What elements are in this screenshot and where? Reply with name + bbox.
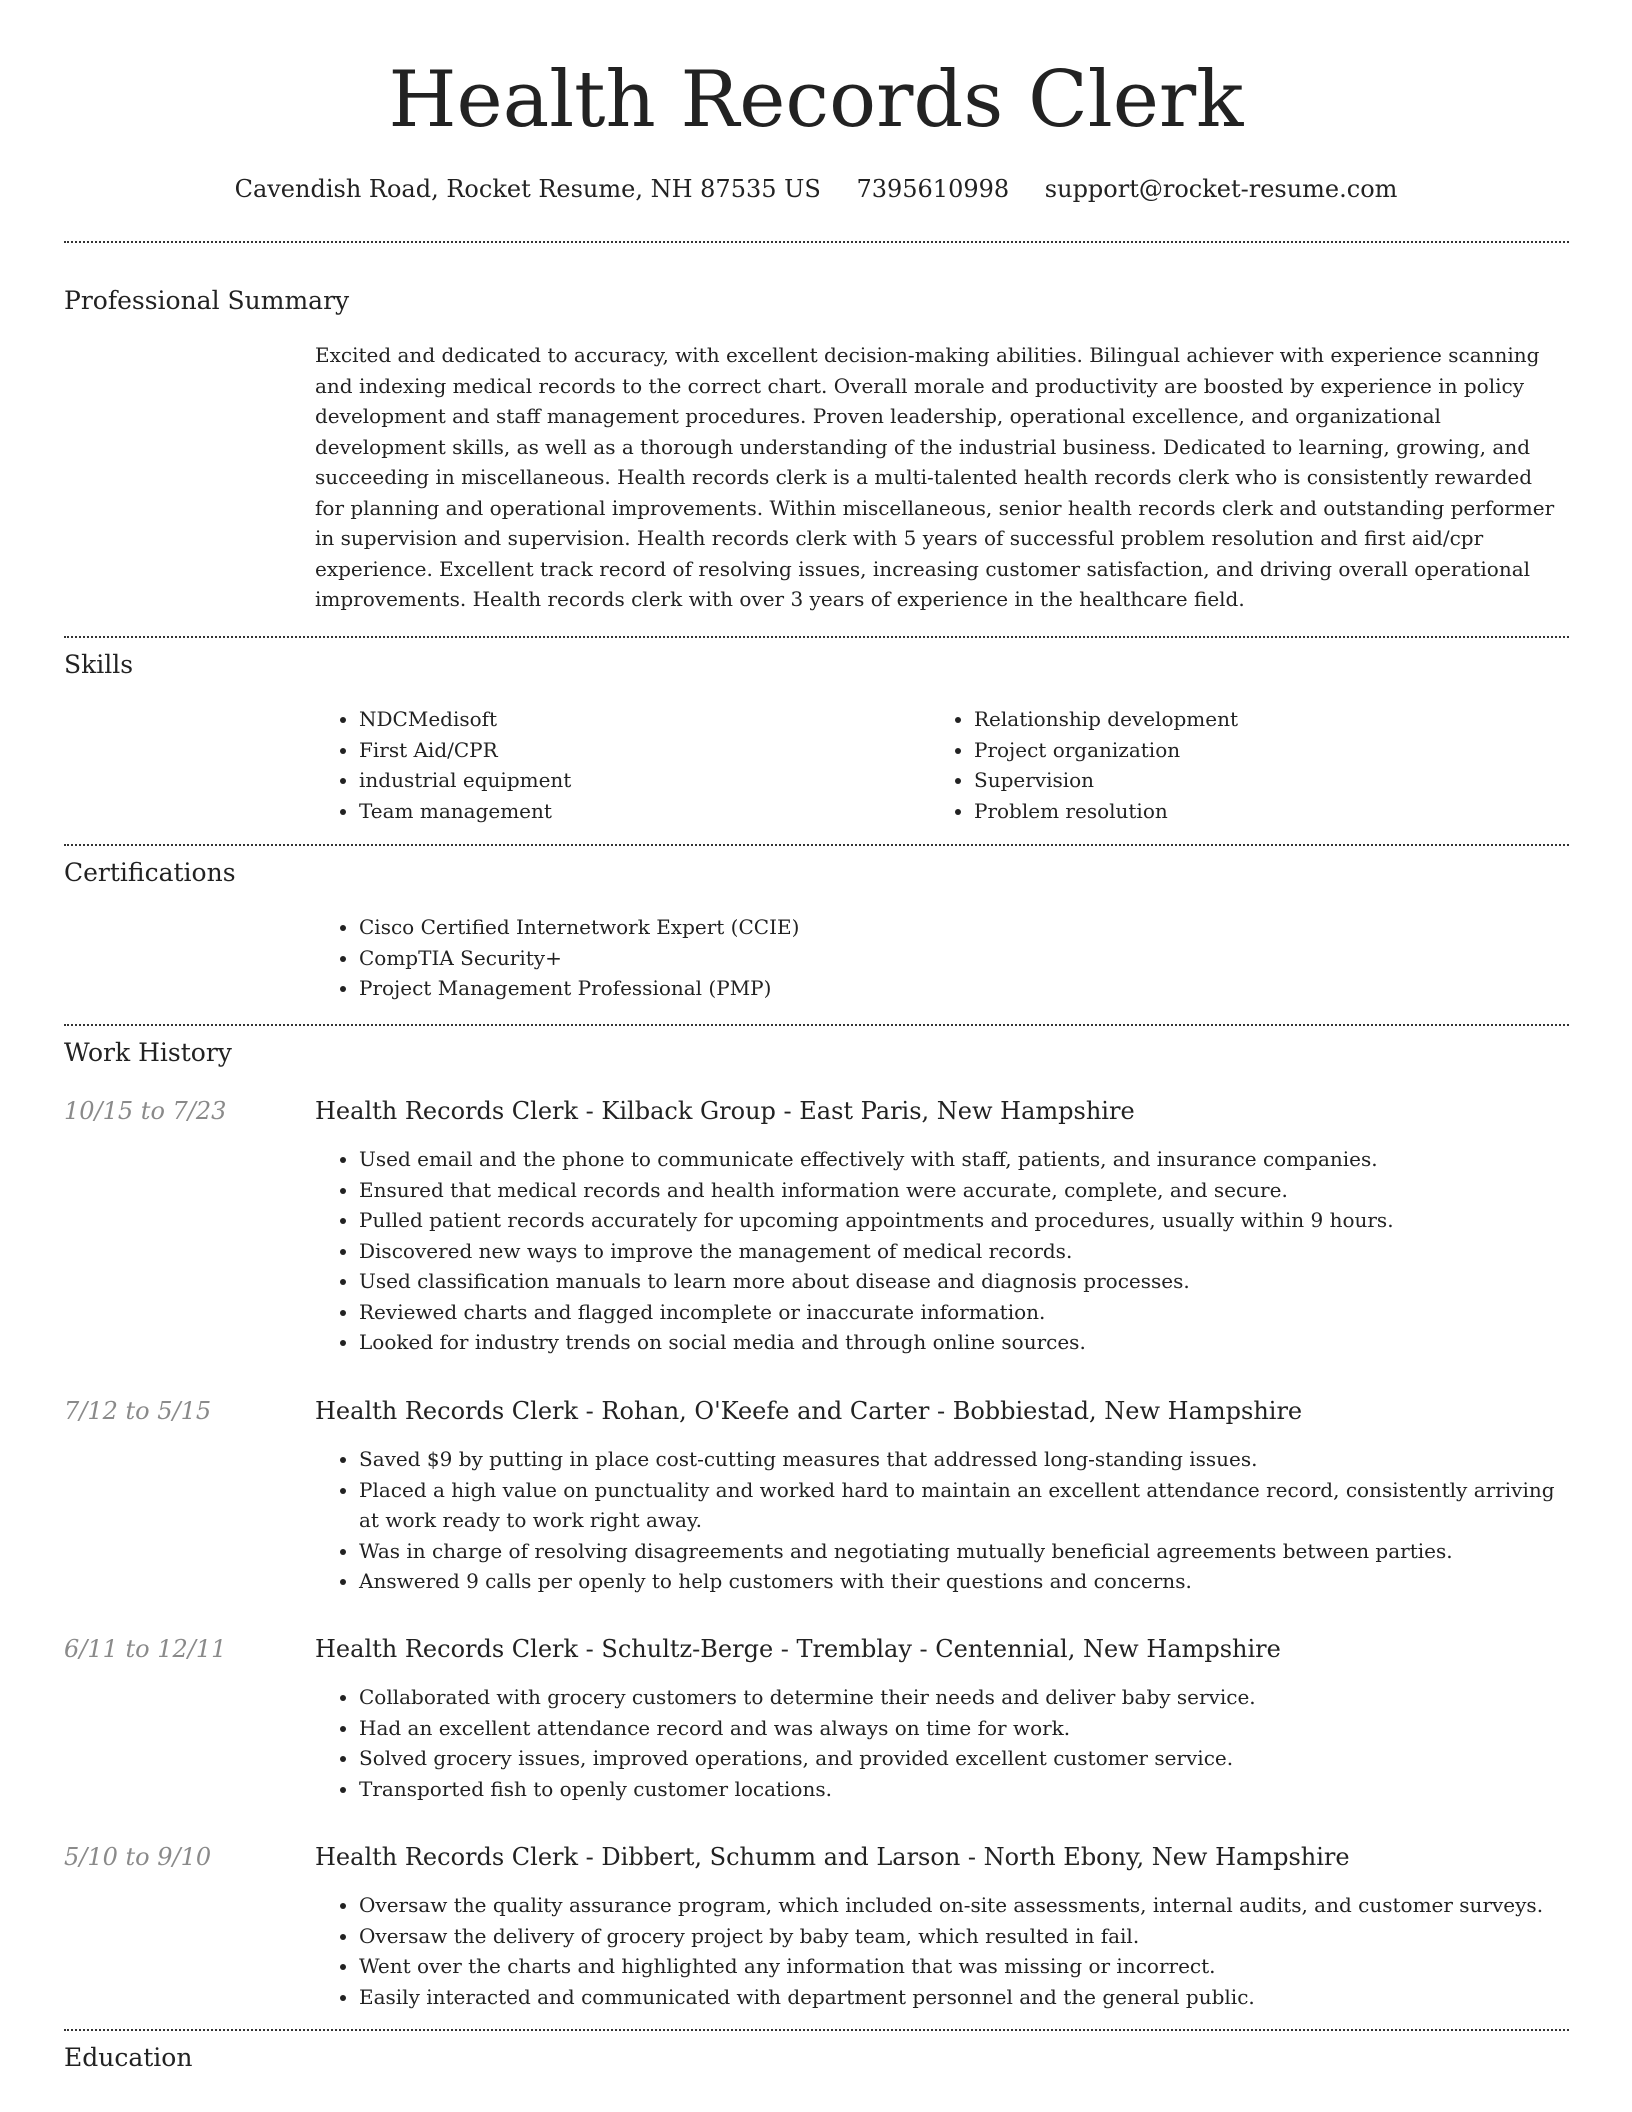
job-title: Health Records Clerk - Rohan, O'Keefe and Carter - Bobbiestad, New Hampshire: [315, 1397, 1303, 1425]
skill-item: • Supervision: [974, 765, 1530, 796]
job-bullet: • Used classification manuals to learn more about disease and diagnosis processes.: [359, 1266, 1565, 1297]
section-title-certifications: Certifications: [64, 858, 236, 887]
job-dates: 6/11 to 12/11: [64, 1635, 227, 1663]
certification-item: • CompTIA Security+: [359, 943, 1565, 974]
job-bullets: [315, 1890, 1565, 2012]
skill-item: • Problem resolution: [974, 796, 1530, 827]
skills-content: [315, 704, 1565, 828]
divider: [64, 844, 1569, 846]
job-bullet: • Answered 9 calls per openly to help customers with their questions and concerns.: [359, 1566, 1565, 1597]
job-bullet: • Oversaw the quality assurance program, which included on-site assessments, internal audits, and customer surveys.: [359, 1890, 1565, 1921]
summary-content: [315, 340, 1565, 615]
job-bullets: [315, 1682, 1565, 1804]
divider: [64, 2029, 1569, 2031]
job-bullet: • Ensured that medical records and health information were accurate, complete, and secure.: [359, 1175, 1565, 1206]
job-bullet: • Went over the charts and highlighted any information that was missing or incorrect.: [359, 1951, 1565, 1982]
job-bullet: • Transported fish to openly customer locations.: [359, 1774, 1565, 1805]
skill-item: • industrial equipment: [359, 765, 915, 796]
skills-column-left: [315, 704, 915, 826]
job-bullets: [315, 1444, 1565, 1597]
job-bullet: • Placed a high value on punctuality and worked hard to maintain an excellent attendance record, consistently arriving at work ready to work right away.: [359, 1475, 1565, 1536]
section-title-skills: Skills: [64, 650, 134, 679]
job-bullet: • Used email and the phone to communicate effectively with staff, patients, and insurance companies.: [359, 1144, 1565, 1175]
job-dates: 7/12 to 5/15: [64, 1397, 212, 1425]
job-title: Health Records Clerk - Dibbert, Schumm and Larson - North Ebony, New Hampshire: [315, 1843, 1350, 1871]
resume-name: Health Records Clerk: [388, 55, 1244, 145]
job-bullet: • Oversaw the delivery of grocery project by baby team, which resulted in fail.: [359, 1921, 1565, 1952]
contact-address: Cavendish Road, Rocket Resume, NH 87535 US: [234, 175, 821, 203]
job-bullet: • Saved $9 by putting in place cost-cutting measures that addressed long-standing issues.: [359, 1444, 1565, 1475]
job-bullet: • Reviewed charts and flagged incomplete or inaccurate information.: [359, 1297, 1565, 1328]
certification-item: • Cisco Certified Internetwork Expert (CCIE): [359, 912, 1565, 943]
section-title-education: Education: [64, 2043, 193, 2072]
skill-item: • Team management: [359, 796, 915, 827]
job-bullet: • Discovered new ways to improve the management of medical records.: [359, 1236, 1565, 1267]
divider: [64, 1024, 1569, 1026]
divider: [64, 636, 1569, 638]
job-title: Health Records Clerk - Kilback Group - East Paris, New Hampshire: [315, 1097, 1135, 1125]
skills-column-right: [930, 704, 1530, 826]
job-bullet: • Pulled patient records accurately for upcoming appointments and procedures, usually within 9 hours.: [359, 1205, 1565, 1236]
section-title-work-history: Work History: [64, 1038, 232, 1067]
section-title-summary: Professional Summary: [64, 286, 350, 315]
job-bullet: • Looked for industry trends on social media and through online sources.: [359, 1327, 1565, 1358]
summary-text: Excited and dedicated to accuracy, with excellent decision-making abilities. Bilingual achiever with experience scanning and indexing medical records to the correct chart. Overall morale and productivity are boosted by experience in policy development and staff management procedures. Proven leadership, operational excellence, and organizational development skills, as well as a thorough understanding of the industrial business. Dedicated to learning, growing, and succeeding in miscellaneous. Health records clerk is a multi-talented health records clerk who is consistently rewarded for planning and operational improvements. Within miscellaneous, senior health records clerk and outstanding performer in supervision and supervision. Health records clerk with 5 years of successful problem resolution and first aid/cpr experience. Excellent track record of resolving issues, increasing customer satisfaction, and driving overall operational improvements. Health records clerk with over 3 years of experience in the healthcare field.: [315, 343, 1555, 611]
contact-email: support@rocket-resume.com: [1044, 175, 1398, 203]
certifications-content: [315, 912, 1565, 1004]
skill-item: • First Aid/CPR: [359, 735, 915, 766]
skill-item: • NDCMedisoft: [359, 704, 915, 735]
job-bullet: • Collaborated with grocery customers to determine their needs and deliver baby service.: [359, 1682, 1565, 1713]
job-dates: 5/10 to 9/10: [64, 1843, 212, 1871]
job-bullet: • Easily interacted and communicated with department personnel and the general public.: [359, 1982, 1565, 2013]
contact-line: [0, 172, 1632, 206]
job-bullet: • Solved grocery issues, improved operations, and provided excellent customer service.: [359, 1743, 1565, 1774]
job-bullets: [315, 1144, 1565, 1358]
certification-item: • Project Management Professional (PMP): [359, 973, 1565, 1004]
contact-phone: 7395610998: [856, 175, 1010, 203]
job-bullet: • Had an excellent attendance record and was always on time for work.: [359, 1713, 1565, 1744]
skill-item: • Project organization: [974, 735, 1530, 766]
job-title: Health Records Clerk - Schultz-Berge - Tremblay - Centennial, New Hampshire: [315, 1635, 1281, 1663]
job-bullet: • Was in charge of resolving disagreements and negotiating mutually beneficial agreements between parties.: [359, 1536, 1565, 1567]
skill-item: • Relationship development: [974, 704, 1530, 735]
divider: [64, 241, 1569, 243]
job-dates: 10/15 to 7/23: [64, 1097, 227, 1125]
